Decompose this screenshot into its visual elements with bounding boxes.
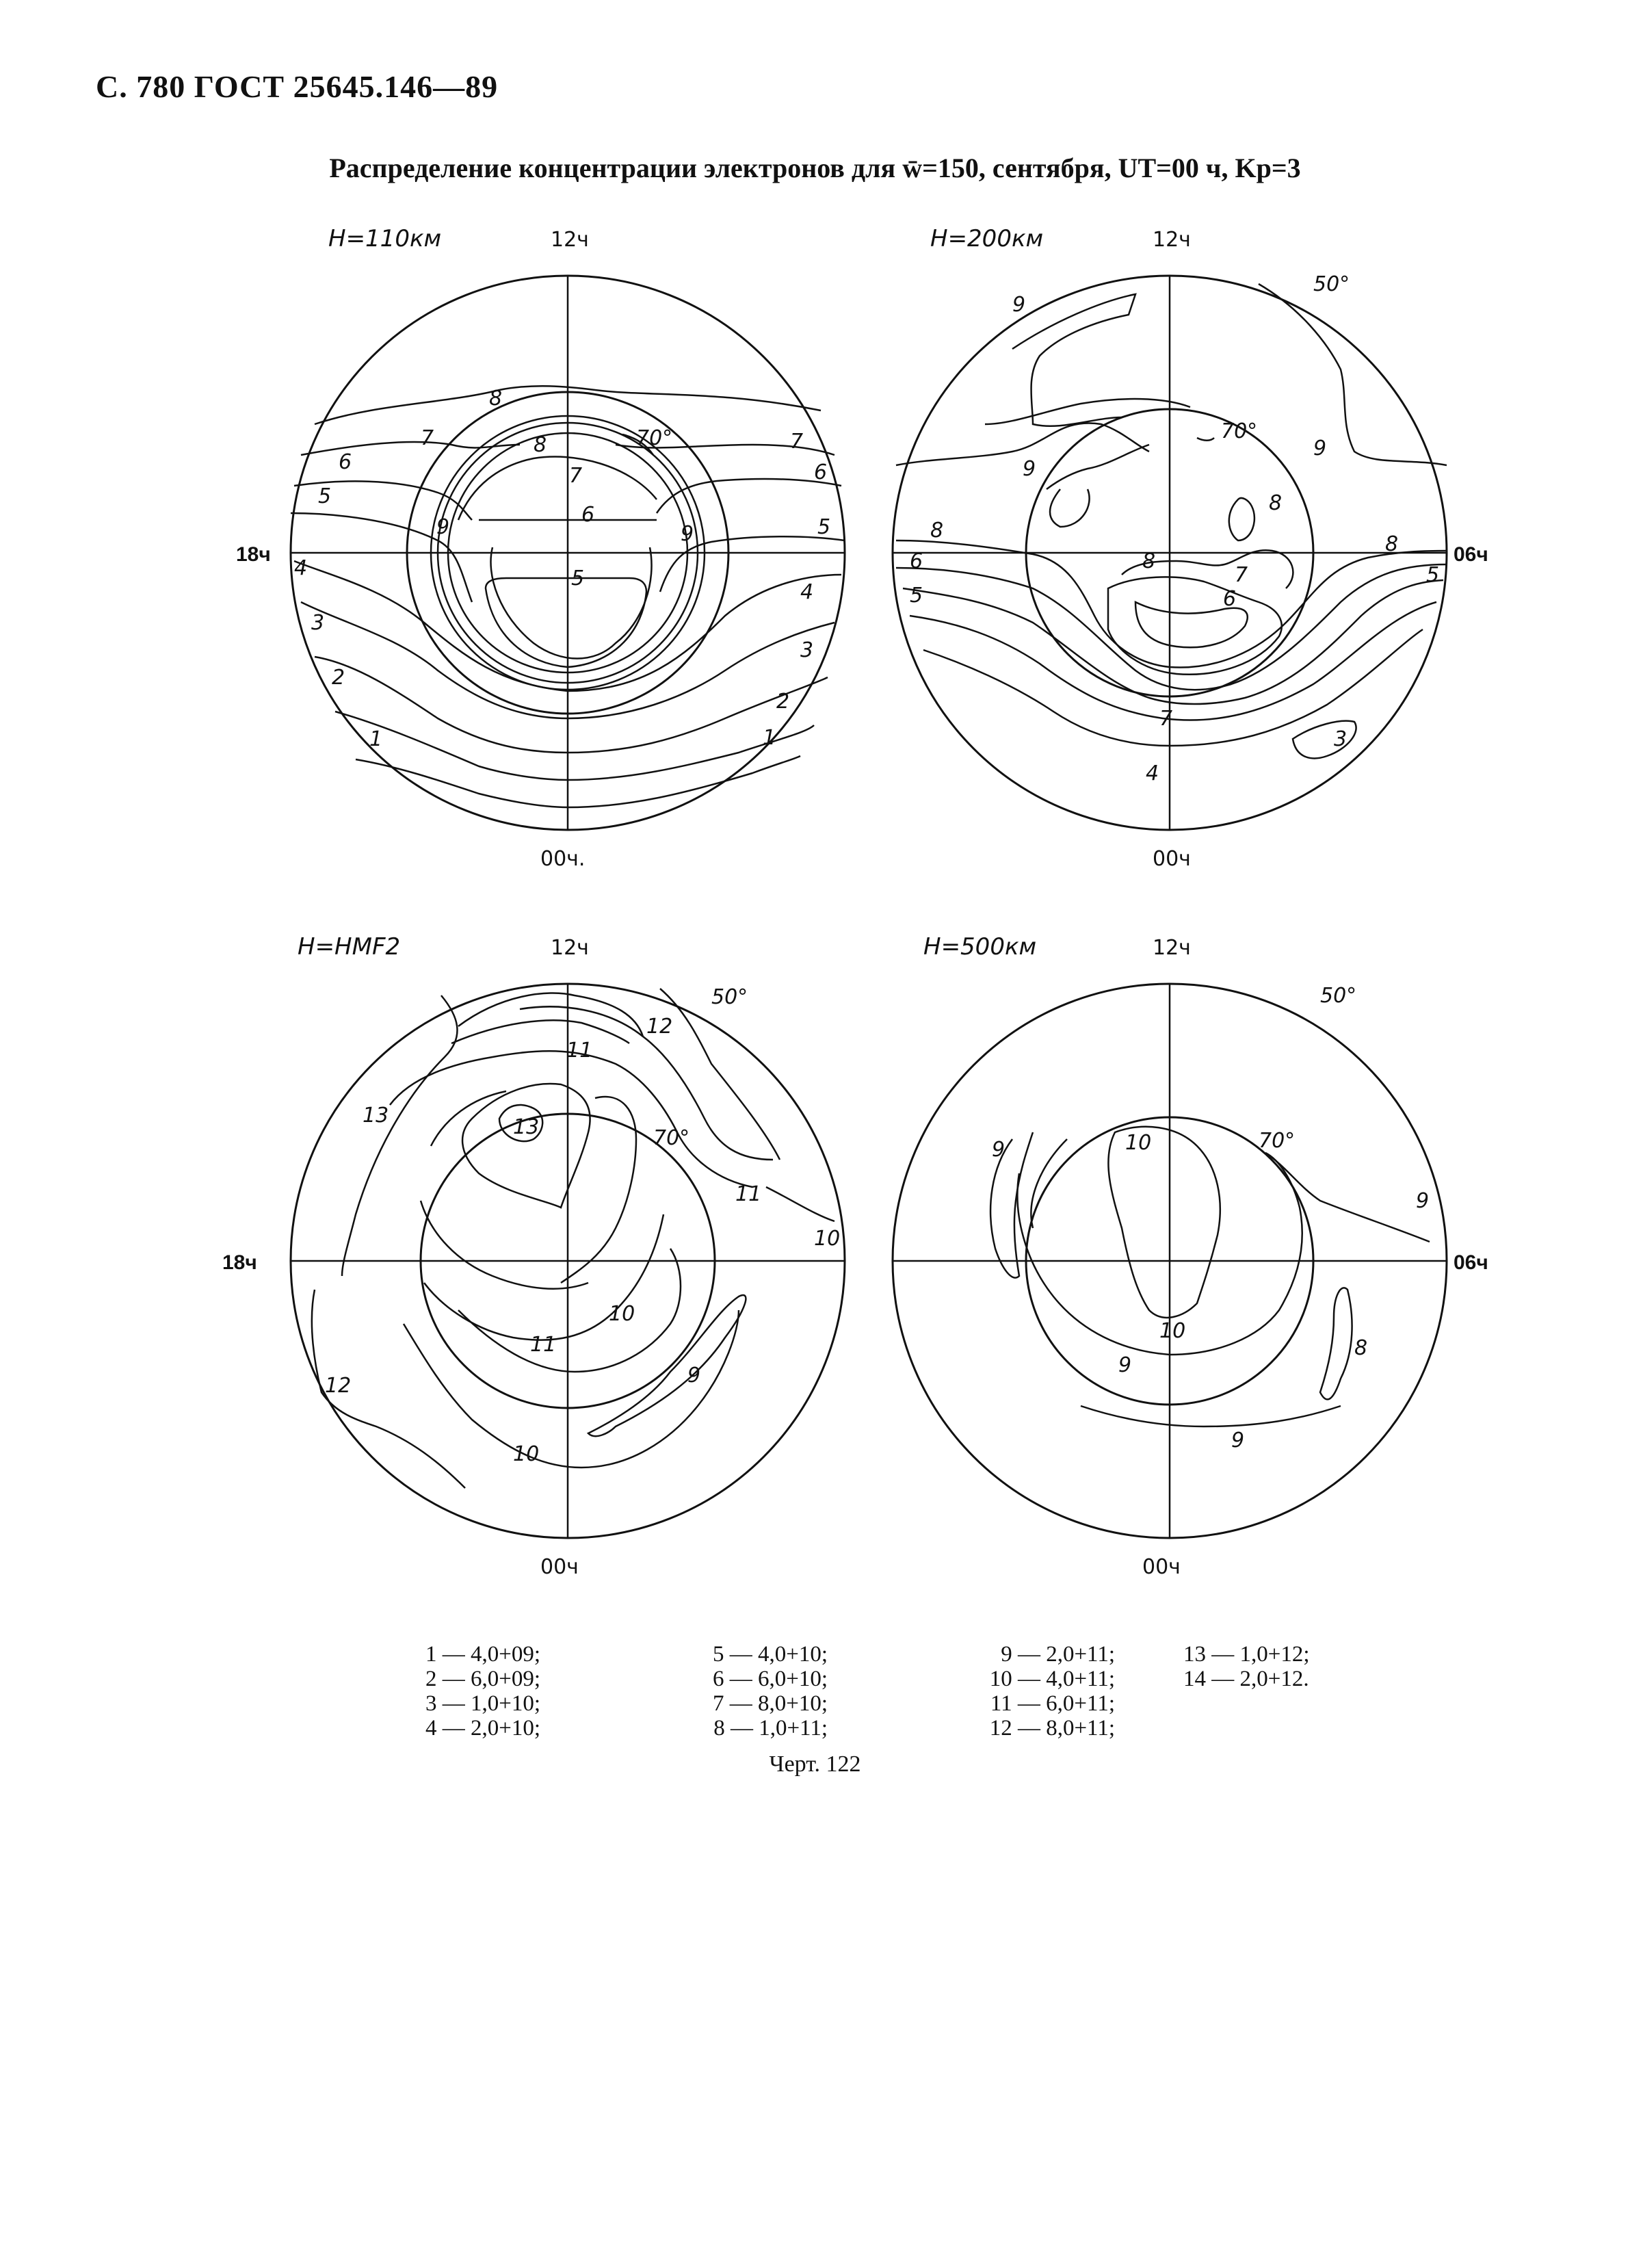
lat-label-50: 50° xyxy=(711,985,748,1009)
contour-labels xyxy=(992,1131,1429,1452)
contour-label: 6 xyxy=(1223,587,1237,611)
time-label-bottom: 00ч xyxy=(540,1555,579,1579)
legend-entry: 8 — 1,0+11; xyxy=(713,1716,828,1741)
page-title: Распределение концентрации электронов для w̄=150, сентября, UT=00 ч, Kp=3 xyxy=(329,153,1301,183)
contour-label: 9 xyxy=(681,522,694,546)
contour-label: 7 xyxy=(569,464,583,488)
contour-label: 3 xyxy=(1334,727,1348,751)
contour-label: 9 xyxy=(1313,436,1327,460)
height-label: H=200км xyxy=(930,225,1044,252)
contour-label: 11 xyxy=(735,1182,762,1206)
contour-label: 13 xyxy=(513,1115,540,1139)
contour-label: 8 xyxy=(489,387,503,410)
contour-label: 5 xyxy=(1426,563,1440,587)
contour-label: 6 xyxy=(581,503,595,527)
contour-label: 11 xyxy=(530,1333,557,1357)
contour-label: 2 xyxy=(776,690,790,714)
contour-label: 10 xyxy=(1159,1319,1186,1343)
contour-labels xyxy=(325,1015,840,1466)
lat-label-50: 50° xyxy=(1313,272,1350,296)
contour-label: 1 xyxy=(369,727,383,751)
contour-label: 10 xyxy=(814,1227,841,1251)
legend-column xyxy=(896,1642,1115,1741)
polar-plot-200km xyxy=(876,219,1491,903)
contour-label: 10 xyxy=(513,1442,540,1466)
contour-label: 7 xyxy=(790,430,804,454)
contour-label: 7 xyxy=(1159,707,1173,731)
legend-column xyxy=(1183,1642,1348,1691)
panel-500km xyxy=(876,927,1491,1611)
legend-entry: 9 — 2,0+11; xyxy=(1001,1642,1115,1667)
legend-entry: 6 — 6,0+10; xyxy=(712,1667,828,1691)
polar-plot-110km xyxy=(236,219,889,903)
contour-label: 8 xyxy=(1385,532,1399,556)
contour-label: 9 xyxy=(992,1138,1005,1162)
contour-label: 5 xyxy=(910,584,923,608)
contour-label: 13 xyxy=(363,1104,389,1128)
figure-caption: Черт. 122 xyxy=(769,1751,861,1777)
panel-hmf2 xyxy=(222,927,889,1611)
contour-label: 3 xyxy=(311,611,325,635)
legend-column xyxy=(321,1642,540,1741)
time-label-bottom: 00ч. xyxy=(540,847,586,871)
panel-110km xyxy=(236,219,889,903)
contour-label: 6 xyxy=(814,460,828,484)
contour-label: 9 xyxy=(1012,293,1026,317)
legend-entry: 1 — 4,0+09; xyxy=(425,1642,540,1667)
height-label: H=110км xyxy=(328,225,442,252)
lat-label-70: 70° xyxy=(636,426,673,450)
panel-200km xyxy=(876,219,1491,903)
lat-label-70: 70° xyxy=(1259,1129,1296,1153)
legend-entry: 10 — 4,0+11; xyxy=(989,1667,1115,1691)
time-label-bottom: 00ч xyxy=(1142,1555,1181,1579)
contour-label: 10 xyxy=(609,1302,635,1326)
contour-labels xyxy=(910,293,1439,785)
contour-label: 4 xyxy=(800,580,814,604)
legend-entry: 2 — 6,0+09; xyxy=(425,1667,540,1691)
polar-plot-hmf2 xyxy=(222,927,889,1611)
time-label-top: 12ч xyxy=(1153,936,1191,960)
time-label-top: 12ч xyxy=(551,228,589,252)
time-label-top: 12ч xyxy=(1153,228,1191,252)
contour-label: 4 xyxy=(1146,761,1159,785)
contour-label: 12 xyxy=(325,1374,352,1398)
legend-entry: 4 — 2,0+10; xyxy=(425,1716,540,1741)
contour-label: 5 xyxy=(318,484,332,508)
contour-label: 7 xyxy=(421,426,434,450)
legend-entry: 11 — 6,0+11; xyxy=(990,1691,1115,1716)
time-label-right: 06ч xyxy=(1454,1251,1488,1274)
contour-label: 2 xyxy=(332,666,345,690)
contour-label: 9 xyxy=(687,1364,701,1387)
time-label-left: 18ч xyxy=(236,543,271,566)
legend-entry: 12 — 8,0+11; xyxy=(989,1716,1115,1741)
contour-label: 10 xyxy=(1125,1131,1152,1155)
page-header: С. 780 ГОСТ 25645.146—89 xyxy=(96,69,499,104)
polar-plot-500km xyxy=(876,927,1491,1611)
contour-label: 6 xyxy=(910,549,923,573)
height-label: H=HMF2 xyxy=(298,933,401,961)
legend-column xyxy=(609,1642,828,1741)
lat-label-70: 70° xyxy=(653,1126,690,1150)
contour-label: 1 xyxy=(763,726,776,750)
height-label: H=500км xyxy=(923,933,1037,961)
legend-entry: 7 — 8,0+10; xyxy=(712,1691,828,1716)
legend-entry: 5 — 4,0+10; xyxy=(712,1642,828,1667)
time-label-right: 06ч xyxy=(1454,543,1488,566)
time-label-bottom: 00ч xyxy=(1153,847,1191,871)
contour-label: 8 xyxy=(1354,1336,1368,1360)
contour-label: 9 xyxy=(1118,1353,1132,1377)
contour-label: 12 xyxy=(646,1015,673,1039)
contour-label: 9 xyxy=(1231,1429,1245,1452)
time-label-top: 12ч xyxy=(551,936,589,960)
contour-label: 9 xyxy=(436,515,450,539)
lat-label-50: 50° xyxy=(1320,984,1357,1008)
legend-entry: 14 — 2,0+12. xyxy=(1183,1667,1309,1691)
lat-label-70: 70° xyxy=(1221,419,1258,443)
legend-entry: 3 — 1,0+10; xyxy=(425,1691,540,1716)
contour-label: 8 xyxy=(534,433,547,457)
contour-label: 7 xyxy=(1235,563,1248,587)
contour-label: 9 xyxy=(1416,1189,1430,1213)
contour-label: 8 xyxy=(930,519,944,543)
time-label-left: 18ч xyxy=(222,1251,257,1274)
contour-labels xyxy=(294,387,830,751)
legend-entry: 13 — 1,0+12; xyxy=(1183,1642,1310,1667)
contour-label: 9 xyxy=(1023,457,1036,481)
contour-label: 3 xyxy=(800,638,814,662)
contour-label: 8 xyxy=(1142,549,1156,573)
contour-label: 11 xyxy=(566,1039,593,1063)
contour-label: 5 xyxy=(817,515,831,539)
contour-label: 4 xyxy=(294,556,308,580)
contour-label: 8 xyxy=(1269,491,1283,515)
contour-label: 6 xyxy=(339,450,352,474)
contour-label: 5 xyxy=(571,566,585,590)
